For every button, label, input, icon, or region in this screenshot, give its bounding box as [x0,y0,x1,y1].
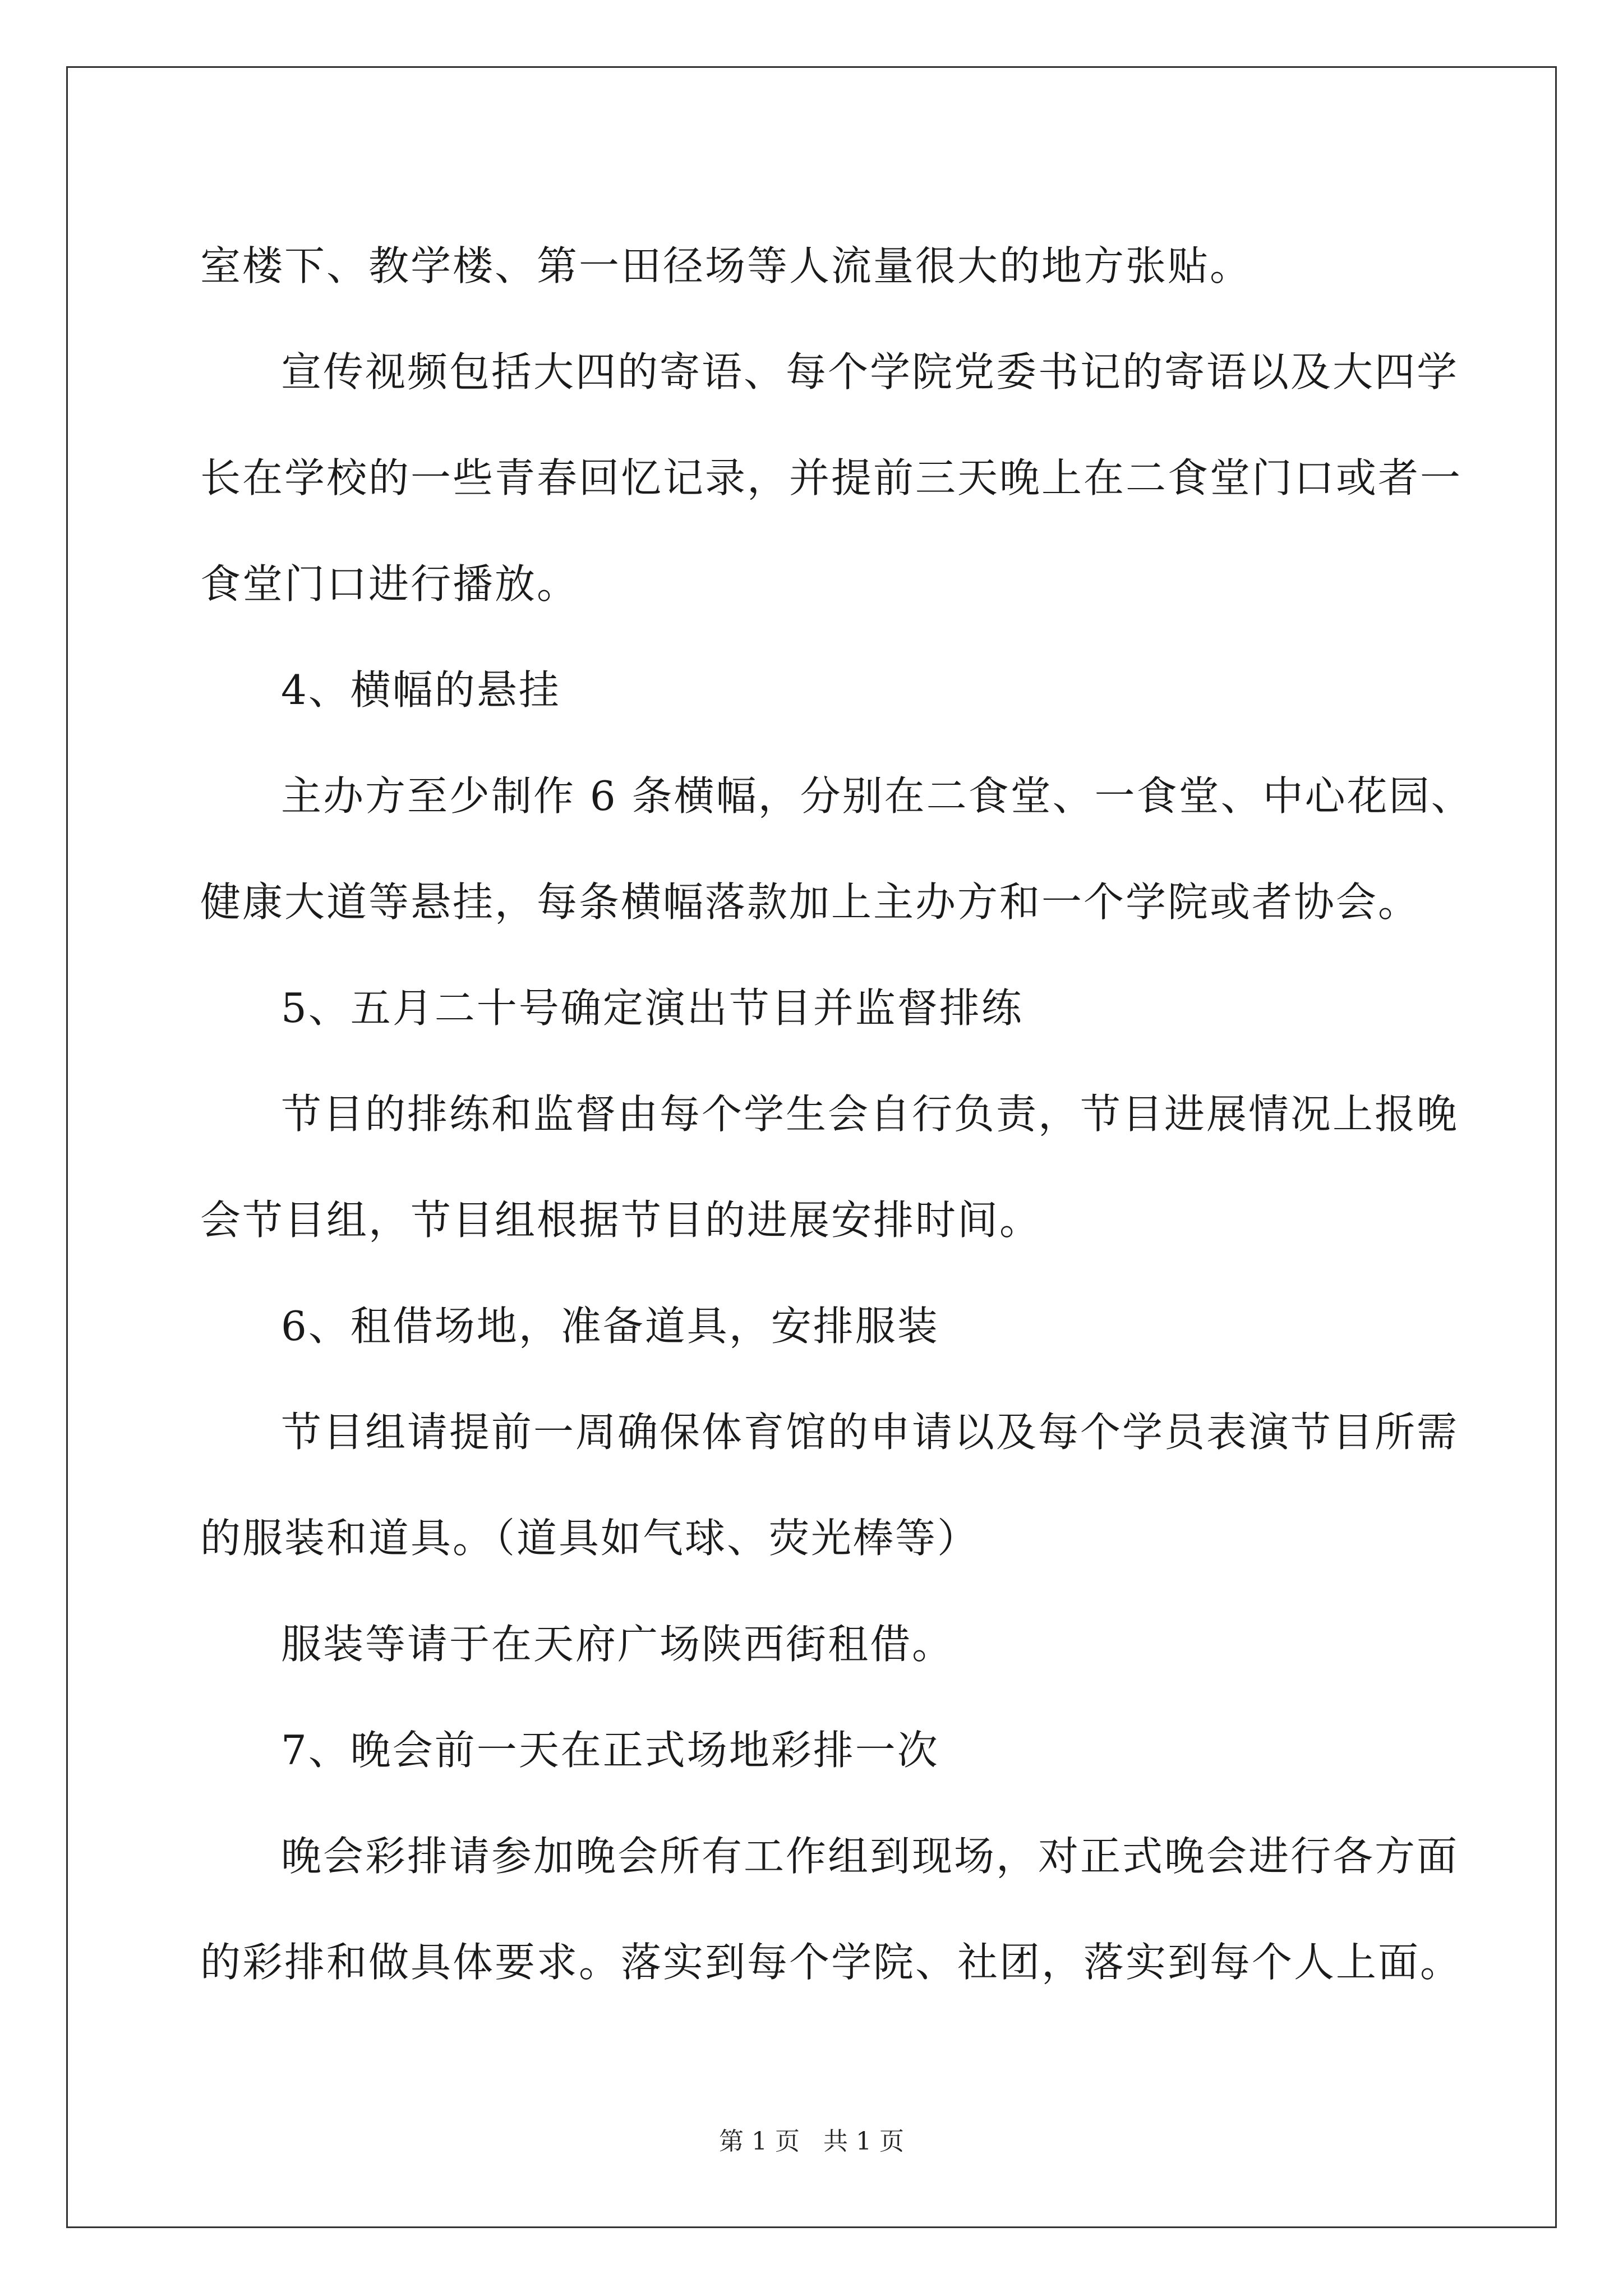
section-heading: 6、租借场地，准备道具，安排服装 [281,1303,939,1350]
paragraph-line: 主办方至少制作 6 条横幅，分别在二食堂、一食堂、中心花园、 [281,772,1473,820]
section-heading: 7、晚会前一天在正式场地彩排一次 [281,1727,939,1774]
paragraph-line: 长在学校的一些青春回忆记录，并提前三天晚上在二食堂门口或者一 [200,454,1463,501]
paragraph-line: 的服装和道具。（道具如气球、荧光棒等） [200,1515,980,1562]
paragraph-line: 健康大道等悬挂，每条横幅落款加上主办方和一个学院或者协会。 [200,878,1421,926]
paragraph-line: 食堂门口进行播放。 [200,560,579,608]
page-footer: 第 1 页 共 1 页 [719,2127,904,2156]
section-heading: 4、横幅的悬挂 [281,666,561,714]
paragraph-line: 节目的排练和监督由每个学生会自行负责，节目进展情况上报晚 [281,1091,1459,1138]
section-heading: 5、五月二十号确定演出节目并监督排练 [281,984,1023,1032]
paragraph-line: 室楼下、教学楼、第一田径场等人流量很大的地方张贴。 [200,242,1252,289]
paragraph-line: 晚会彩排请参加晚会所有工作组到现场，对正式晚会进行各方面 [281,1833,1459,1880]
paragraph-line: 宣传视频包括大四的寄语、每个学院党委书记的寄语以及大四学 [281,348,1459,395]
paragraph-line: 的彩排和做具体要求。落实到每个学院、社团，落实到每个人上面。 [200,1939,1463,1986]
paragraph-line: 节目组请提前一周确保体育馆的申请以及每个学员表演节目所需 [281,1409,1459,1456]
document-body [200,213,1473,2016]
paragraph-line: 服装等请于在天府广场陕西街租借。 [281,1621,955,1668]
paragraph-line: 会节目组，节目组根据节目的进展安排时间。 [200,1197,1042,1244]
